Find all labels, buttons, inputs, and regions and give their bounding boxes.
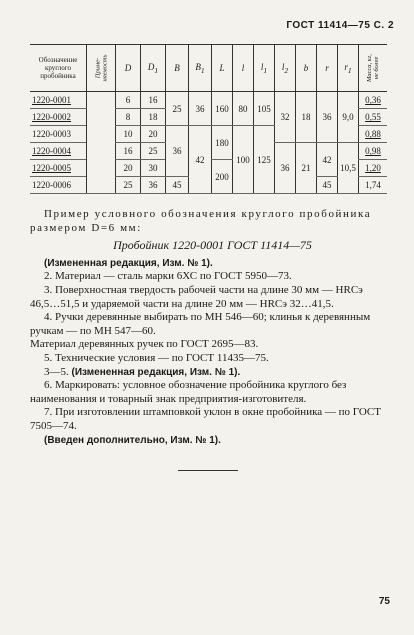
row-designation: 1220-0006 (30, 177, 87, 194)
col-header-designation: Обозначение круглого пробойника (30, 45, 87, 92)
spec-table (30, 44, 387, 194)
clause-2: 2. Материал — сталь марки 6ХС по ГОСТ 5950—73. (44, 270, 292, 283)
col-header-r: r (317, 45, 338, 92)
col-header-b: b (296, 45, 317, 92)
cell-D1: 30 (141, 160, 166, 177)
row-designation: 1220-0004 (30, 143, 87, 160)
separator-rule (178, 470, 238, 471)
cell-L: 160 (212, 92, 233, 126)
clause-5: 5. Технические условия — по ГОСТ 11435—75. (44, 351, 269, 364)
cell-D: 25 (116, 177, 141, 194)
cell-r1: 10,5 (338, 143, 359, 194)
change-note-2: 3—5. (Измененная редакция, Изм. № 1). (44, 365, 241, 378)
cell-mass: 0,88 (359, 126, 388, 143)
cell-l2: 36 (275, 143, 296, 194)
change-note-1: (Измененная редакция, Изм. № 1). (44, 257, 213, 269)
cell-l1: 105 (254, 92, 275, 126)
cell-L: 200 (212, 160, 233, 194)
cell-D: 16 (116, 143, 141, 160)
applicability-cell (87, 92, 116, 194)
cell-D1: 16 (141, 92, 166, 109)
added-note: (Введен дополнительно, Изм. № 1). (44, 434, 221, 446)
cell-B: 45 (166, 177, 189, 194)
col-header-l2: $l_2$ (275, 45, 296, 92)
col-header-l1: $l_1$ (254, 45, 275, 92)
col-header-D: D (116, 45, 141, 92)
col-header-B: B (166, 45, 189, 92)
cell-mass: 0,55 (359, 109, 388, 126)
row-designation: 1220-0002 (30, 109, 87, 126)
cell-mass: 1,20 (359, 160, 388, 177)
clause-3: 3. Поверхностная твердость рабочей части на длине 30 мм — HRCэ 46,5…51,5 и ударяемой части на длине 20 мм — HRCэ 32…41,5. (30, 283, 363, 310)
cell-D1: 20 (141, 126, 166, 143)
cell-l: 80 (233, 92, 254, 126)
col-header-l: l (233, 45, 254, 92)
cell-D1: 36 (141, 177, 166, 194)
cell-b: 21 (296, 143, 317, 194)
cell-l: 100 (233, 126, 254, 194)
cell-mass: 0,98 (359, 143, 388, 160)
row-designation: 1220-0001 (30, 92, 87, 109)
cell-r1: 9,0 (338, 92, 359, 143)
cell-mass: 0,36 (359, 92, 388, 109)
clause-6: 6. Маркировать: условное обозначение пробойника круглого без наименования и товарный знак предприятия-изготовителя. (30, 379, 347, 405)
cell-b: 18 (296, 92, 317, 143)
example-intro: Пример условного обозначения круглого пробойника размером D=6 мм: (30, 208, 372, 234)
cell-B: 25 (166, 92, 189, 126)
clause-4: 4. Ручки деревянные выбирать по МН 546—60; клинья к деревянным ручкам — по МН 547—60. (30, 311, 371, 337)
cell-l2: 32 (275, 92, 296, 143)
cell-D: 10 (116, 126, 141, 143)
cell-r: 45 (317, 177, 338, 194)
cell-B1: 36 (189, 92, 212, 126)
cell-mass: 1,74 (359, 177, 388, 194)
cell-B: 36 (166, 126, 189, 177)
page-number: 75 (378, 596, 390, 607)
col-header-r1: $r_1$ (338, 45, 359, 92)
clause-4b: Материал деревянных ручек по ГОСТ 2695—83. (30, 338, 259, 351)
cell-D: 8 (116, 109, 141, 126)
col-header-B1: $B_1$ (189, 45, 212, 92)
cell-l1: 125 (254, 126, 275, 194)
col-header-D1: $D_1$ (141, 45, 166, 92)
col-header-applicability: Приме- няемость (87, 45, 116, 92)
clause-7: 7. При изготовлении штамповкой уклон в окне пробойника — по ГОСТ 7505—74. (30, 406, 381, 432)
cell-D1: 25 (141, 143, 166, 160)
cell-D: 20 (116, 160, 141, 177)
cell-B1: 42 (189, 126, 212, 194)
cell-D: 6 (116, 92, 141, 109)
cell-L: 180 (212, 126, 233, 160)
page-header: ГОСТ 11414—75 С. 2 (286, 20, 394, 31)
row-designation: 1220-0003 (30, 126, 87, 143)
cell-r: 42 (317, 143, 338, 177)
cell-r: 36 (317, 92, 338, 143)
row-designation: 1220-0005 (30, 160, 87, 177)
cell-D1: 18 (141, 109, 166, 126)
body-text (30, 208, 395, 447)
example-designation: Пробойник 1220-0001 ГОСТ 11414—75 (113, 238, 312, 253)
col-header-mass: Масса, кг, не более (359, 45, 388, 92)
col-header-L: L (212, 45, 233, 92)
